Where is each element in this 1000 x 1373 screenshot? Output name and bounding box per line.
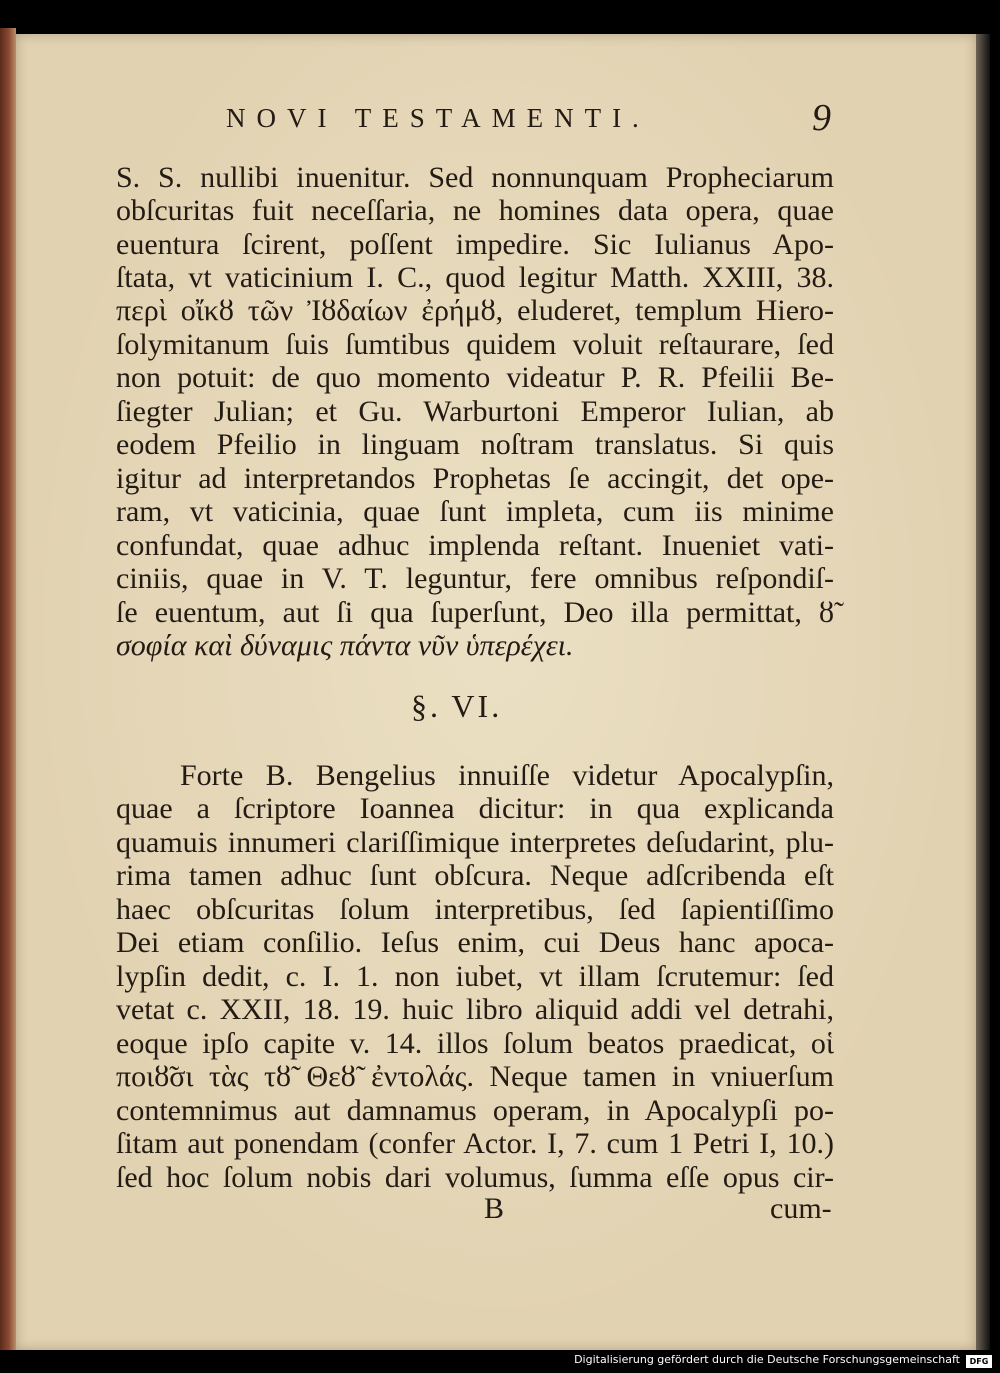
- text-line: ſe euentum, aut ſi qua ſuperſunt, Deo illa permittat, ȣ̃: [116, 596, 834, 629]
- text-line: lypſin dedit, c. I. 1. non iubet, vt illam ſcrutemur: ſed: [116, 960, 834, 993]
- text-line: ποιȣ̃σι τὰς τȣ̃ Θεȣ̃ ἐντολάς. Neque tamen in vniuerſum: [116, 1060, 834, 1093]
- text-line: contemnimus aut damnamus operam, in Apocalypſi po-: [116, 1094, 834, 1127]
- page-number: 9: [812, 97, 831, 139]
- page-gutter-shadow: [976, 34, 990, 1350]
- text-line: quae a ſcriptore Ioannea dicitur: in qua explicanda: [116, 792, 834, 825]
- text-line: haec obſcuritas ſolum interpretibus, ſed ſapientiſſimo: [116, 893, 834, 926]
- text-line: ſolymitanum ſuis ſumtibus quidem voluit reſtaurare, ſed: [116, 328, 834, 361]
- text-line: non potuit: de quo momento videatur P. R. Pfeilii Be-: [116, 361, 834, 394]
- text-line: περὶ οἴκȣ τῶν Ἰȣδαίων ἐρήμȣ, eluderet, templum Hiero-: [116, 294, 834, 327]
- text-line: ſitam aut ponendam (confer Actor. I, 7. cum 1 Petri I, 10.): [116, 1127, 834, 1160]
- text-line: quamuis innumeri clariſſimique interpretes deſudarint, plu-: [116, 826, 834, 859]
- text-line: ſtata, vt vaticinium I. C., quod legitur Matth. XXIII, 38.: [116, 261, 834, 294]
- text-line: ſiegter Julian; et Gu. Warburtoni Emperor Iulian, ab: [116, 395, 834, 428]
- text-line: eodem Pfeilio in linguam noſtram translatus. Si quis: [116, 428, 834, 461]
- funding-credit: Digitalisierung gefördert durch die Deutsche Forschungsgemeinschaft: [574, 1353, 960, 1366]
- text-line: σοφία καὶ δύναμις πάντα νῦν ὑπερέχει.: [116, 629, 574, 662]
- book-edge: [0, 28, 16, 1350]
- text-line: igitur ad interpretandos Prophetas ſe accingit, det ope-: [116, 462, 834, 495]
- text-line: vetat c. XXII, 18. 19. huic libro aliquid addi vel detrahi,: [116, 993, 834, 1026]
- dfg-logo-icon: DFG: [966, 1355, 992, 1368]
- signature-mark: B: [484, 1192, 505, 1225]
- text-line: euentura ſcirent, poſſent impedire. Sic Iulianus Apo-: [116, 228, 834, 261]
- text-line: ram, vt vaticinia, quae ſunt impleta, cum iis minime: [116, 495, 834, 528]
- text-line: confundat, quae adhuc implenda reſtant. Inueniet vati-: [116, 529, 834, 562]
- catchword: cum-: [770, 1192, 832, 1225]
- text-line: rima tamen adhuc ſunt obſcura. Neque adſcribenda eſt: [116, 859, 834, 892]
- text-line: ciniis, quae in V. T. leguntur, fere omnibus reſpondiſ-: [116, 562, 834, 595]
- text-line: eoque ipſo capite v. 14. illos ſolum beatos praedicat, οἱ: [116, 1027, 834, 1060]
- running-head: NOVI TESTAMENTI.: [226, 103, 650, 133]
- footer-bar: [0, 1350, 1000, 1373]
- text-line: ſed hoc ſolum nobis dari volumus, ſumma eſſe opus cir-: [116, 1161, 834, 1194]
- text-line: S. S. nullibi inuenitur. Sed nonnunquam Propheciarum: [116, 161, 834, 194]
- section-heading: §. VI.: [411, 688, 503, 724]
- text-line: Dei etiam conſilio. Ieſus enim, cui Deus hanc apoca-: [116, 926, 834, 959]
- text-line: Forte B. Bengelius innuiſſe videtur Apocalypſin,: [180, 759, 834, 792]
- text-line: obſcuritas fuit neceſſaria, ne homines data opera, quae: [116, 194, 834, 227]
